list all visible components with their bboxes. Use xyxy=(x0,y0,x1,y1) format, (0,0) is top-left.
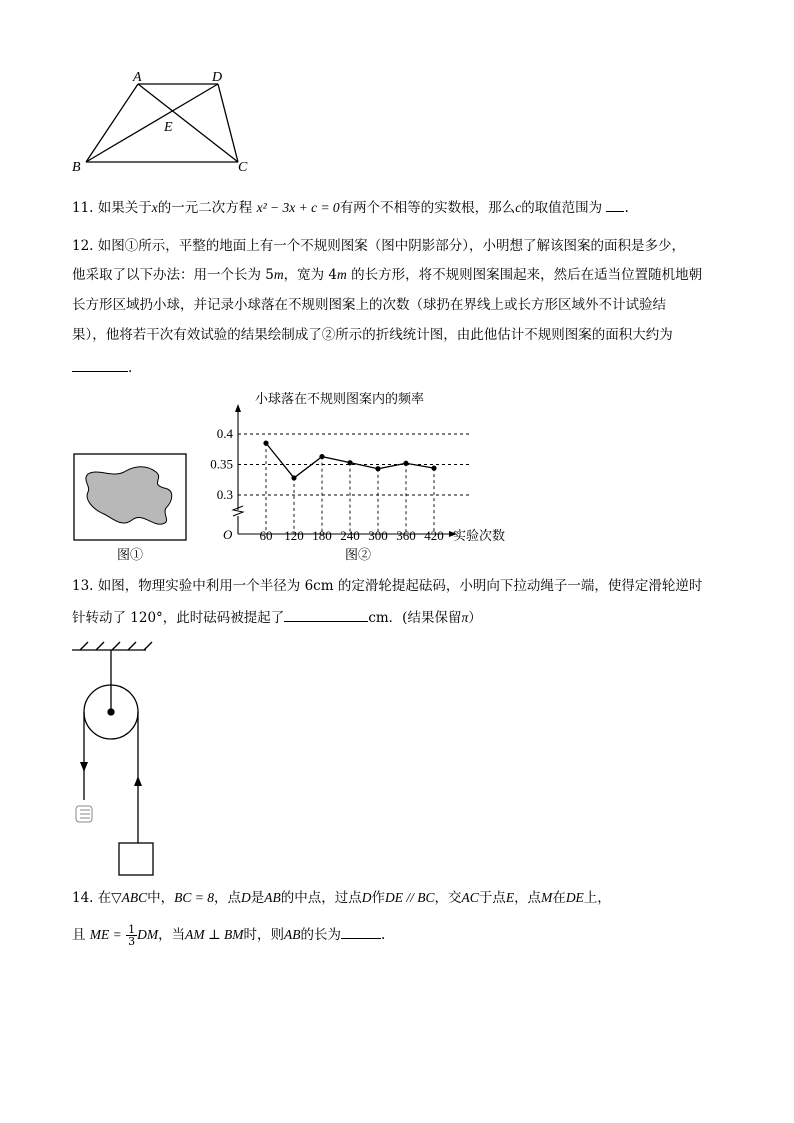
figure-2-caption: 图② xyxy=(345,548,372,563)
question-12-line2: 他采取了以下办法：用一个长为 5m，宽为 4m 的长方形，将不规则图案围起来，然后在适当位置随机地朝 xyxy=(72,267,703,283)
data-point-0 xyxy=(263,441,268,446)
label-A: A xyxy=(133,70,142,85)
answer-blank[interactable] xyxy=(72,357,128,372)
x-tick-label-2: 180 xyxy=(312,528,332,543)
data-point-2 xyxy=(319,454,324,459)
trapezoid-figure xyxy=(60,65,260,180)
data-point-3 xyxy=(347,460,352,465)
data-point-1 xyxy=(291,475,296,480)
question-13-line1: 13. 如图，物理实验中利用一个半径为 6cm 的定滑轮提起砝码，小明向下拉动绳子一端，使得定滑轮逆时 xyxy=(72,578,703,594)
chart-title: 小球落在不规则图案内的频率 xyxy=(255,391,425,406)
hand-icon xyxy=(76,806,92,822)
frequency-line-chart xyxy=(195,388,525,568)
label-E: E xyxy=(164,120,173,135)
fraction-one-third: $\frac{1}{3}$ xyxy=(128,923,136,948)
label-B: B xyxy=(72,160,81,175)
x-tick-label-0: 60 xyxy=(259,528,273,543)
question-13-line2: 针转动了 120°，此时砝码被提起了 cm．(结果保留π） xyxy=(72,607,482,628)
question-11: 11. 如果关于x的一元二次方程 x² − 3x + c = 0有两个不相等的实数根，那么c的取值范围为 . xyxy=(72,197,629,218)
y-tick-label-2: 0.3 xyxy=(216,487,233,502)
label-C: C xyxy=(238,160,248,175)
origin-label: O xyxy=(223,527,233,542)
x-tick-label-6: 420 xyxy=(424,528,444,543)
equation: x² − 3x + c = 0 xyxy=(256,200,340,215)
x-tick-label-4: 300 xyxy=(368,528,388,543)
data-point-4 xyxy=(375,466,380,471)
data-point-6 xyxy=(431,466,436,471)
question-14-line2: 且 ME = $\frac{1}{3}$ DM，当AM ⊥ BM时，则AB的长为 . xyxy=(72,923,386,948)
x-tick-label-1: 120 xyxy=(284,528,304,543)
x-axis-label: 实验次数 xyxy=(453,528,506,543)
x-tick-label-5: 360 xyxy=(396,528,416,543)
answer-blank[interactable] xyxy=(341,924,381,939)
question-14-line1: 14. 在▽ABC中，BC = 8，点D是AB的中点，过点D作DE // BC，交AC于点E，点M在DE上， xyxy=(72,890,611,906)
y-tick-label-1: 0.35 xyxy=(210,456,233,472)
question-12-line3: 长方形区域扔小球，并记录小球落在不规则图案上的次数（球扔在界线上或长方形区域外不计试验结 xyxy=(72,297,666,313)
answer-blank[interactable] xyxy=(284,607,368,622)
data-point-5 xyxy=(403,461,408,466)
figure-1-caption: 图① xyxy=(117,548,144,563)
answer-blank[interactable] xyxy=(606,197,624,212)
question-12-line4: 果），他将若干次有效试验的结果绘制成了②所示的折线统计图，由此他估计不规则图案的面积大约为 xyxy=(72,327,673,343)
x-tick-label-3: 240 xyxy=(340,528,360,543)
question-12-line5: . xyxy=(72,357,132,378)
y-tick-label-0: 0.4 xyxy=(216,426,233,441)
pulley-figure xyxy=(68,640,168,880)
question-12-line1: 12. 如图①所示，平整的地面上有一个不规则图案（图中阴影部分），小明想了解该图案的面积是多少， xyxy=(72,238,686,254)
label-D: D xyxy=(212,70,223,85)
